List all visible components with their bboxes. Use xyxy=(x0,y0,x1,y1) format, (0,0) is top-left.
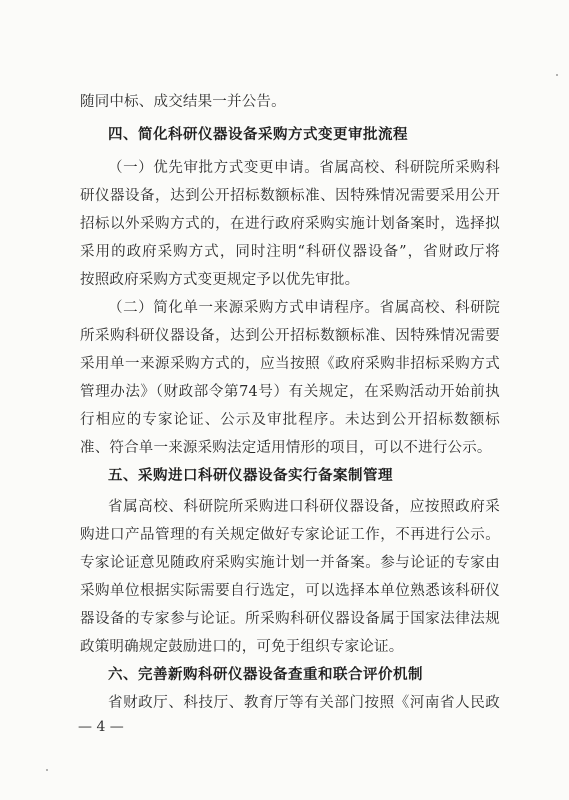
body-line: 准、符合单一来源采购法定适用情形的项目，可以不进行公示。 xyxy=(80,440,492,456)
scan-speck xyxy=(556,74,558,76)
body-line: 管理办法》（财政部令第74号）有关规定，在采购活动开始前执 xyxy=(80,384,500,400)
body-line: （二）简化单一来源采购方式申请程序。省属高校、科研院 xyxy=(108,300,500,316)
body-line: 省属高校、科研院所采购进口科研仪器设备，应按照政府采 xyxy=(108,499,500,515)
body-line: 政策明确规定鼓励进口的，可免于组织专家论证。 xyxy=(80,639,404,655)
body-line: （一）优先审批方式变更申请。省属高校、科研院所采购科 xyxy=(108,160,500,176)
body-line: 行相应的专家论证、公示及审批程序。未达到公开招标数额标 xyxy=(80,412,500,428)
body-line: 购进口产品管理的有关规定做好专家论证工作，不再进行公示。 xyxy=(80,527,500,543)
body-line: 专家论证意见随政府采购实施计划一并备案。参与论证的专家由 xyxy=(80,555,500,571)
body-line: 招标以外采购方式的，在进行政府采购实施计划备案时，选择拟 xyxy=(80,216,500,232)
page-number: — 4 — xyxy=(78,719,124,735)
body-line: 随同中标、成交结果一并公告。 xyxy=(80,94,286,110)
body-line: 省财政厅、科技厅、教育厅等有关部门按照《河南省人民政 xyxy=(108,695,500,711)
body-line: 按照政府采购方式变更规定予以优先审批。 xyxy=(80,272,360,288)
body-line: 采购单位根据实际需要自行选定，可以选择本单位熟悉该科研仪 xyxy=(80,583,500,599)
scan-speck xyxy=(46,769,48,771)
body-line: 所采购科研仪器设备，达到公开招标数额标准、因特殊情况需要 xyxy=(80,328,500,344)
section-heading-6: 六、完善新购科研仪器设备查重和联合评价机制 xyxy=(108,667,423,683)
body-line: 采用单一来源采购方式的，应当按照《政府采购非招标采购方式 xyxy=(80,356,500,372)
section-heading-5: 五、采购进口科研仪器设备实行备案制管理 xyxy=(108,468,393,484)
body-line: 器设备的专家参与论证。所采购科研仪器设备属于国家法律法规 xyxy=(80,611,500,627)
body-line: 采用的政府采购方式，同时注明“科研仪器设备”，省财政厅将 xyxy=(80,244,500,260)
body-line: 研仪器设备，达到公开招标数额标准、因特殊情况需要采用公开 xyxy=(80,188,500,204)
section-heading-4: 四、简化科研仪器设备采购方式变更审批流程 xyxy=(108,127,408,143)
